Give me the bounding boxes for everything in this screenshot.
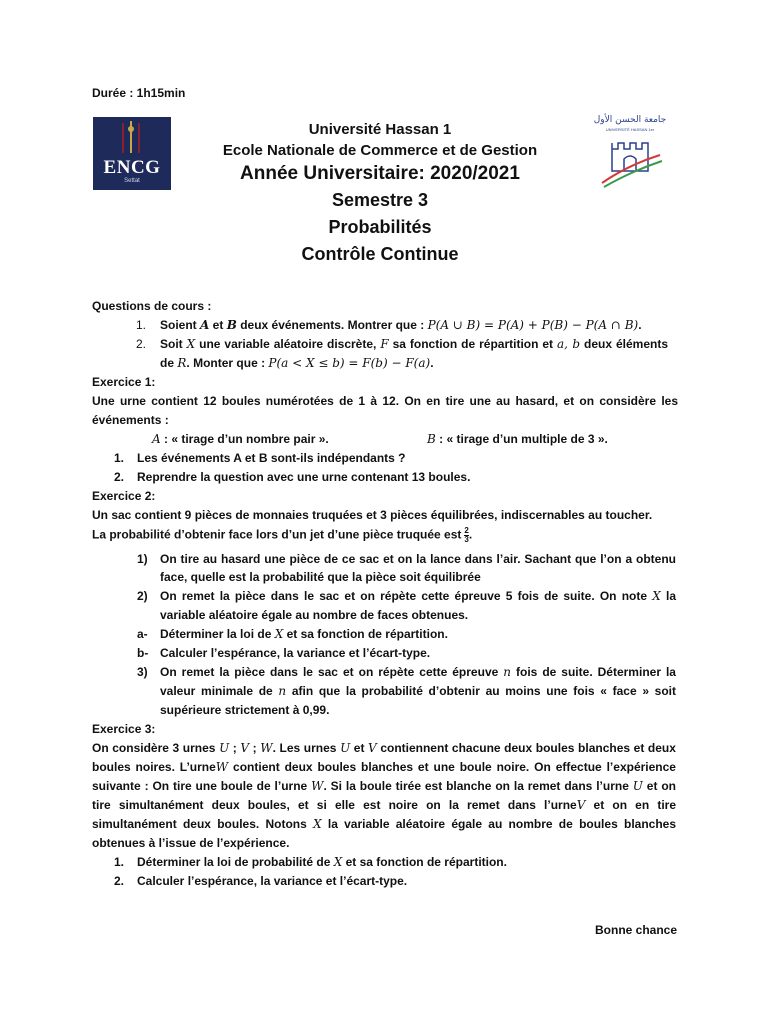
exercise-2-question-1-line-1: On tire au hasard une pièce de ce sac et on la lance dans l’air. Sachant que l’on a obtenu (160, 552, 676, 566)
subject: Probabilités (328, 217, 432, 237)
exercise-3-line-3: suivante : On tire une boule de l’urne W. Si la boule tirée est blanche on la remet dans l’urne U et on (92, 779, 676, 793)
encg-logo-text: ENCG (103, 157, 161, 178)
exercise-2-question-b-number: b- (137, 646, 149, 660)
exercise-2-question-1-line-2: face, quelle est la probabilité que la pièce soit équilibrée (160, 570, 481, 584)
exercise-1-title: Exercice 1: (92, 375, 156, 389)
exercise-3-line-6: obtenues à l’issue de l’expérience. (92, 836, 290, 850)
academic-year: Année Universitaire: 2020/2021 (240, 163, 520, 184)
exercise-2-question-2-number: 2) (137, 589, 148, 603)
exercise-1-question-2-number: 2. (114, 470, 125, 484)
exercise-2-intro-line-1: Un sac contient 9 pièces de monnaies truquées et 3 pièces équilibrées, indiscernables au toucher. (92, 508, 653, 522)
closing-text: Bonne chance (595, 923, 678, 937)
exercise-3-question-2-number: 2. (114, 874, 125, 888)
exam-title: Contrôle Continue (301, 244, 459, 264)
exercise-1-question-1-number: 1. (114, 451, 125, 465)
exercise-1-question-1: Les événements A et B sont-ils indépendants ? (137, 451, 406, 465)
exercise-1-event-a: A : « tirage d’un nombre pair ». (152, 432, 329, 446)
exercise-2-title: Exercice 2: (92, 489, 156, 503)
exercise-2-question-3-number: 3) (137, 665, 148, 679)
exercise-1-event-b: B : « tirage d’un multiple de 3 ». (427, 432, 608, 446)
exam-duration: Durée : 1h15min (92, 86, 186, 100)
school-name: Ecole Nationale de Commerce et de Gestion (222, 142, 538, 159)
course-question-2-line-1: Soit X une variable aléatoire discrète, F sa fonction de répartition et a, b deux éléments (160, 337, 669, 351)
exercise-2-question-a-number: a- (137, 627, 148, 641)
exercise-2-question-3-line-1: On remet la pièce dans le sac et on répète cette épreuve n fois de suite. Déterminer la (160, 665, 676, 679)
encg-logo-subtext: Settat (124, 178, 140, 184)
exercise-2-question-2-line-1: On remet la pièce dans le sac et on répète cette épreuve 5 fois de suite. On note X la (160, 589, 676, 603)
university-name: Université Hassan 1 (308, 121, 452, 138)
exercise-3-line-1: On considère 3 urnes U ; V ; W. Les urnes U et V contiennent chacune deux boules blanches et deux (92, 741, 676, 755)
exercise-3-line-2: boules noires. L’urneW contient deux boules blanches et une boule noire. On effectue l’expérience (92, 760, 676, 774)
exercise-1-intro-line-2: événements : (92, 413, 169, 427)
exercise-3-title: Exercice 3: (92, 722, 156, 736)
semester: Semestre 3 (331, 190, 429, 210)
exercise-2-intro-line-2: La probabilité d’obtenir face lors d’un jet d’une pièce truquée est $\frac{2}{3}$ . (92, 526, 473, 544)
course-question-2-line-2: de R. Monter que : P(a < X ≤ b) = F(b) − F(a). (160, 356, 434, 370)
exercise-3-line-5: simultanément deux boules. Notons X la variable aléatoire égale au nombre de boules blanches (92, 817, 677, 831)
exercise-1-question-2: Reprendre la question avec une urne contenant 13 boules. (137, 470, 471, 484)
exercise-2-question-1-number: 1) (137, 552, 148, 566)
exercise-2-question-2-line-2: variable aléatoire égale au nombre de faces obtenues. (160, 608, 469, 622)
course-question-1: Soient A et B deux événements. Montrer que : P(A ∪ B) = P(A) + P(B) − P(A ∩ B). (160, 318, 642, 332)
course-questions-title: Questions de cours : (92, 299, 212, 313)
university-logo-subtext: UNIVERSITÉ HASSAN 1er (605, 127, 655, 132)
exercise-3-question-1: Déterminer la loi de probabilité de X et sa fonction de répartition. (137, 855, 507, 869)
course-question-1-number: 1. (136, 318, 147, 332)
exercise-2-question-3-line-3: supérieure strictement à 0,99. (160, 703, 330, 717)
fraction-two-thirds: $\frac{2}{3}$ (464, 526, 469, 544)
exercise-3-question-2: Calculer l’espérance, la variance et l’écart-type. (137, 874, 408, 888)
university-logo-arabic: جامعة الحسن الأول (593, 115, 667, 125)
exercise-3-line-4: tire simultanément deux boules, et si elle est noire on la remet dans l’urneV et on en tire (92, 798, 676, 812)
exercise-3-question-1-number: 1. (114, 855, 125, 869)
course-question-2-number: 2. (136, 337, 147, 351)
exercise-1-intro-line-1: Une urne contient 12 boules numérotées de 1 à 12. On en tire une au hasard, et on considère les (92, 394, 678, 408)
exercise-2-question-3-line-2: valeur minimale de n afin que la probabilité d’obtenir au moins une fois « face » soit (160, 684, 677, 698)
exercise-2-question-a: Déterminer la loi de X et sa fonction de répartition. (160, 627, 448, 641)
exercise-2-question-b: Calculer l’espérance, la variance et l’écart-type. (160, 646, 431, 660)
